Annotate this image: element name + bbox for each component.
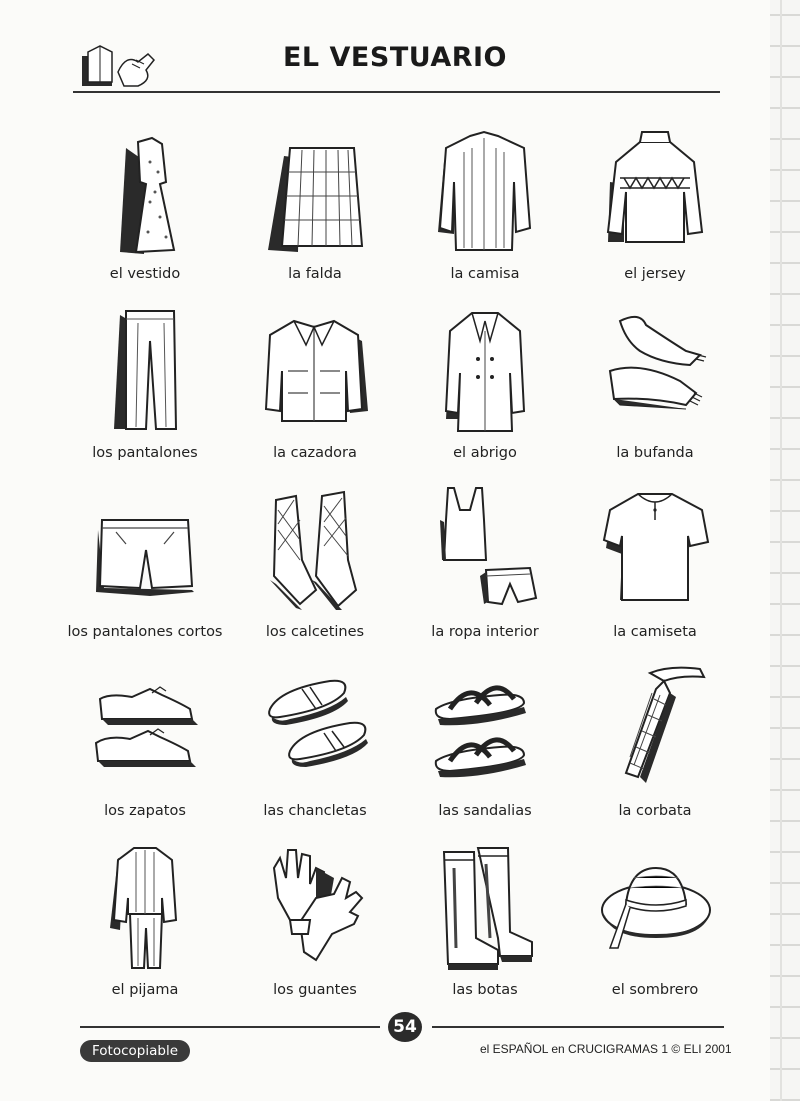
vocab-item: [60, 834, 230, 1013]
coat-icon: [420, 301, 550, 441]
vocab-item: [230, 118, 400, 297]
vocab-item: [230, 476, 400, 655]
flip-flops-icon: [250, 659, 380, 799]
vocab-item: [570, 476, 740, 655]
vocab-label: la camiseta: [613, 624, 697, 640]
vocab-item: [230, 297, 400, 476]
photocopy-badge: Fotocopiable: [80, 1040, 190, 1062]
hat-icon: [590, 838, 720, 978]
footer-divider-left: [80, 1026, 380, 1028]
tie-icon: [590, 659, 720, 799]
vocab-item: [60, 476, 230, 655]
vocab-item: [570, 118, 740, 297]
vocab-item: [400, 476, 570, 655]
vocab-label: los calcetines: [265, 624, 365, 640]
gloves-icon: [250, 838, 380, 978]
vocab-label: la corbata: [618, 803, 692, 819]
vocab-label: los pantalones cortos: [67, 624, 223, 640]
vocab-label: los pantalones: [92, 445, 198, 461]
vocab-item: [400, 834, 570, 1013]
sandals-icon: [420, 659, 550, 799]
vocab-item: [60, 297, 230, 476]
page-number: 54: [388, 1012, 422, 1042]
footer-divider-right: [432, 1026, 724, 1028]
vocab-item: [400, 655, 570, 834]
vocab-label: la cazadora: [273, 445, 357, 461]
credit-line: el ESPAÑOL en CRUCIGRAMAS 1 © ELI 2001: [480, 1042, 732, 1056]
vocab-item: [60, 655, 230, 834]
vocab-item: [60, 118, 230, 297]
boots-icon: [420, 838, 550, 978]
vocab-item: [230, 834, 400, 1013]
vocab-label: el pijama: [111, 982, 179, 998]
pajamas-icon: [80, 838, 210, 978]
dress-icon: [80, 122, 210, 262]
sweater-icon: [590, 122, 720, 262]
vocab-label: las sandalias: [438, 803, 532, 819]
vocab-label: las chancletas: [263, 803, 367, 819]
tshirt-icon: [590, 480, 720, 620]
jacket-icon: [250, 301, 380, 441]
trousers-icon: [80, 301, 210, 441]
scarf-icon: [590, 301, 720, 441]
vocabulary-grid: [60, 118, 740, 1013]
vocab-label: el vestido: [109, 266, 181, 282]
vocab-item: [570, 655, 740, 834]
shoes-icon: [80, 659, 210, 799]
shorts-icon: [80, 480, 210, 620]
header-divider: [73, 91, 720, 93]
vocab-label: la falda: [288, 266, 342, 282]
vocab-label: la bufanda: [616, 445, 694, 461]
vocab-label: los zapatos: [104, 803, 186, 819]
skirt-icon: [250, 122, 380, 262]
binding-spine: [770, 0, 800, 1101]
shirt-icon: [420, 122, 550, 262]
vocab-item: [570, 297, 740, 476]
vocab-label: los guantes: [273, 982, 357, 998]
vocab-label: la camisa: [450, 266, 520, 282]
vocab-label: las botas: [452, 982, 518, 998]
vocab-label: el sombrero: [611, 982, 699, 998]
socks-icon: [250, 480, 380, 620]
underwear-icon: [420, 480, 550, 620]
page-title: EL VESTUARIO: [282, 42, 508, 73]
vocab-item: [230, 655, 400, 834]
vocab-label: el jersey: [624, 266, 686, 282]
vocab-item: [400, 118, 570, 297]
vocab-item: [570, 834, 740, 1013]
vocab-label: la ropa interior: [431, 624, 539, 640]
vocab-item: [400, 297, 570, 476]
vocab-label: el abrigo: [453, 445, 517, 461]
